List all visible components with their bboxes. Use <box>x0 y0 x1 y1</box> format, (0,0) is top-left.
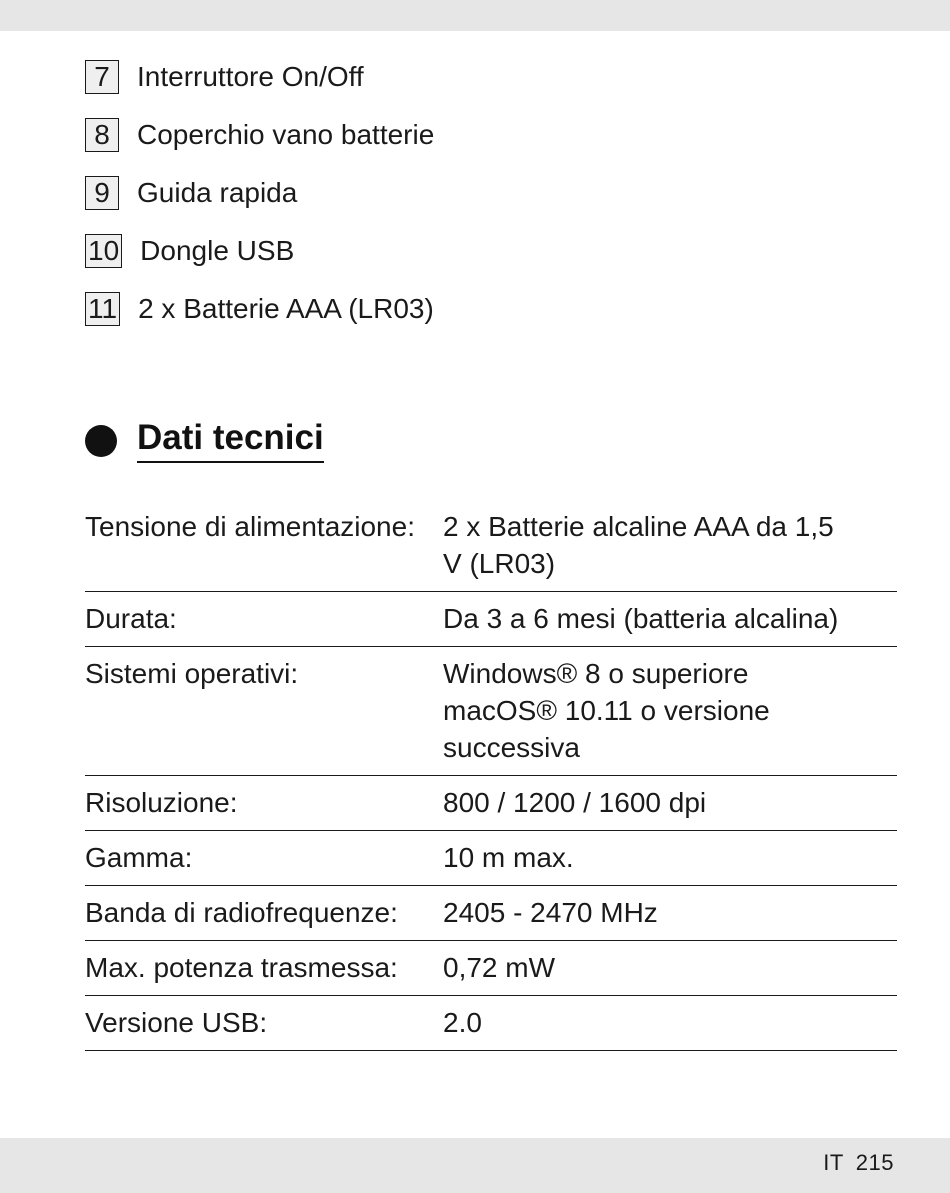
spec-label: Max. potenza trasmessa: <box>85 952 398 983</box>
spec-value-line: V (LR03) <box>443 548 556 579</box>
parts-list <box>85 59 785 349</box>
item-label: Coperchio vano batterie <box>137 119 435 150</box>
footer-band <box>0 1138 950 1193</box>
section-heading <box>85 418 324 463</box>
table-row <box>85 831 897 886</box>
item-label: 2 x Batterie AAA (LR03) <box>138 293 434 324</box>
spec-label: Sistemi operativi: <box>85 658 299 689</box>
spec-value-line: 0,72 mW <box>443 952 556 983</box>
spec-value <box>443 839 897 876</box>
list-item <box>85 291 785 327</box>
spec-value-line: successiva <box>443 732 580 763</box>
item-number-box: 8 <box>85 118 119 152</box>
spec-label: Versione USB: <box>85 1007 268 1038</box>
spec-value <box>443 784 897 821</box>
item-label: Dongle USB <box>140 235 295 266</box>
spec-label: Durata: <box>85 603 177 634</box>
specs-table <box>85 500 897 1051</box>
table-row <box>85 941 897 996</box>
language-code: IT <box>823 1150 844 1175</box>
spec-label: Risoluzione: <box>85 787 238 818</box>
table-row <box>85 776 897 831</box>
table-row <box>85 647 897 776</box>
spec-value-line: 800 / 1200 / 1600 dpi <box>443 787 707 818</box>
spec-value <box>443 655 897 766</box>
spec-value-line: Windows® 8 o superiore <box>443 658 749 689</box>
spec-value <box>443 1004 897 1041</box>
spec-value-line: 2.0 <box>443 1007 482 1038</box>
spec-value <box>443 600 897 637</box>
list-item <box>85 117 785 153</box>
spec-value <box>443 949 897 986</box>
spec-value-line: 10 m max. <box>443 842 574 873</box>
list-item <box>85 233 785 269</box>
spec-label: Gamma: <box>85 842 193 873</box>
list-item <box>85 59 785 95</box>
top-margin-band <box>0 0 950 31</box>
spec-value-line: Da 3 a 6 mesi (batteria alcalina) <box>443 603 839 634</box>
list-item <box>85 175 785 211</box>
item-number-box: 11 <box>85 292 120 326</box>
spec-label: Banda di radiofrequenze: <box>85 897 398 928</box>
item-label: Guida rapida <box>137 177 298 208</box>
item-number-box: 10 <box>85 234 122 268</box>
spec-value-line: macOS® 10.11 o versione <box>443 695 770 726</box>
spec-label: Tensione di alimentazione: <box>85 511 415 542</box>
page-footer <box>823 1150 894 1176</box>
spec-value-line: 2405 - 2470 MHz <box>443 897 658 928</box>
section-title: Dati tecnici <box>137 418 324 463</box>
spec-value <box>443 894 897 931</box>
bullet-icon <box>85 425 117 457</box>
table-row <box>85 996 897 1051</box>
table-row <box>85 592 897 647</box>
item-number-box: 9 <box>85 176 119 210</box>
spec-value-line: 2 x Batterie alcaline AAA da 1,5 <box>443 511 834 542</box>
item-label: Interruttore On/Off <box>137 61 364 92</box>
spec-value <box>443 508 897 582</box>
page-number: 215 <box>855 1150 894 1175</box>
item-number-box: 7 <box>85 60 119 94</box>
table-row <box>85 500 897 592</box>
table-row <box>85 886 897 941</box>
